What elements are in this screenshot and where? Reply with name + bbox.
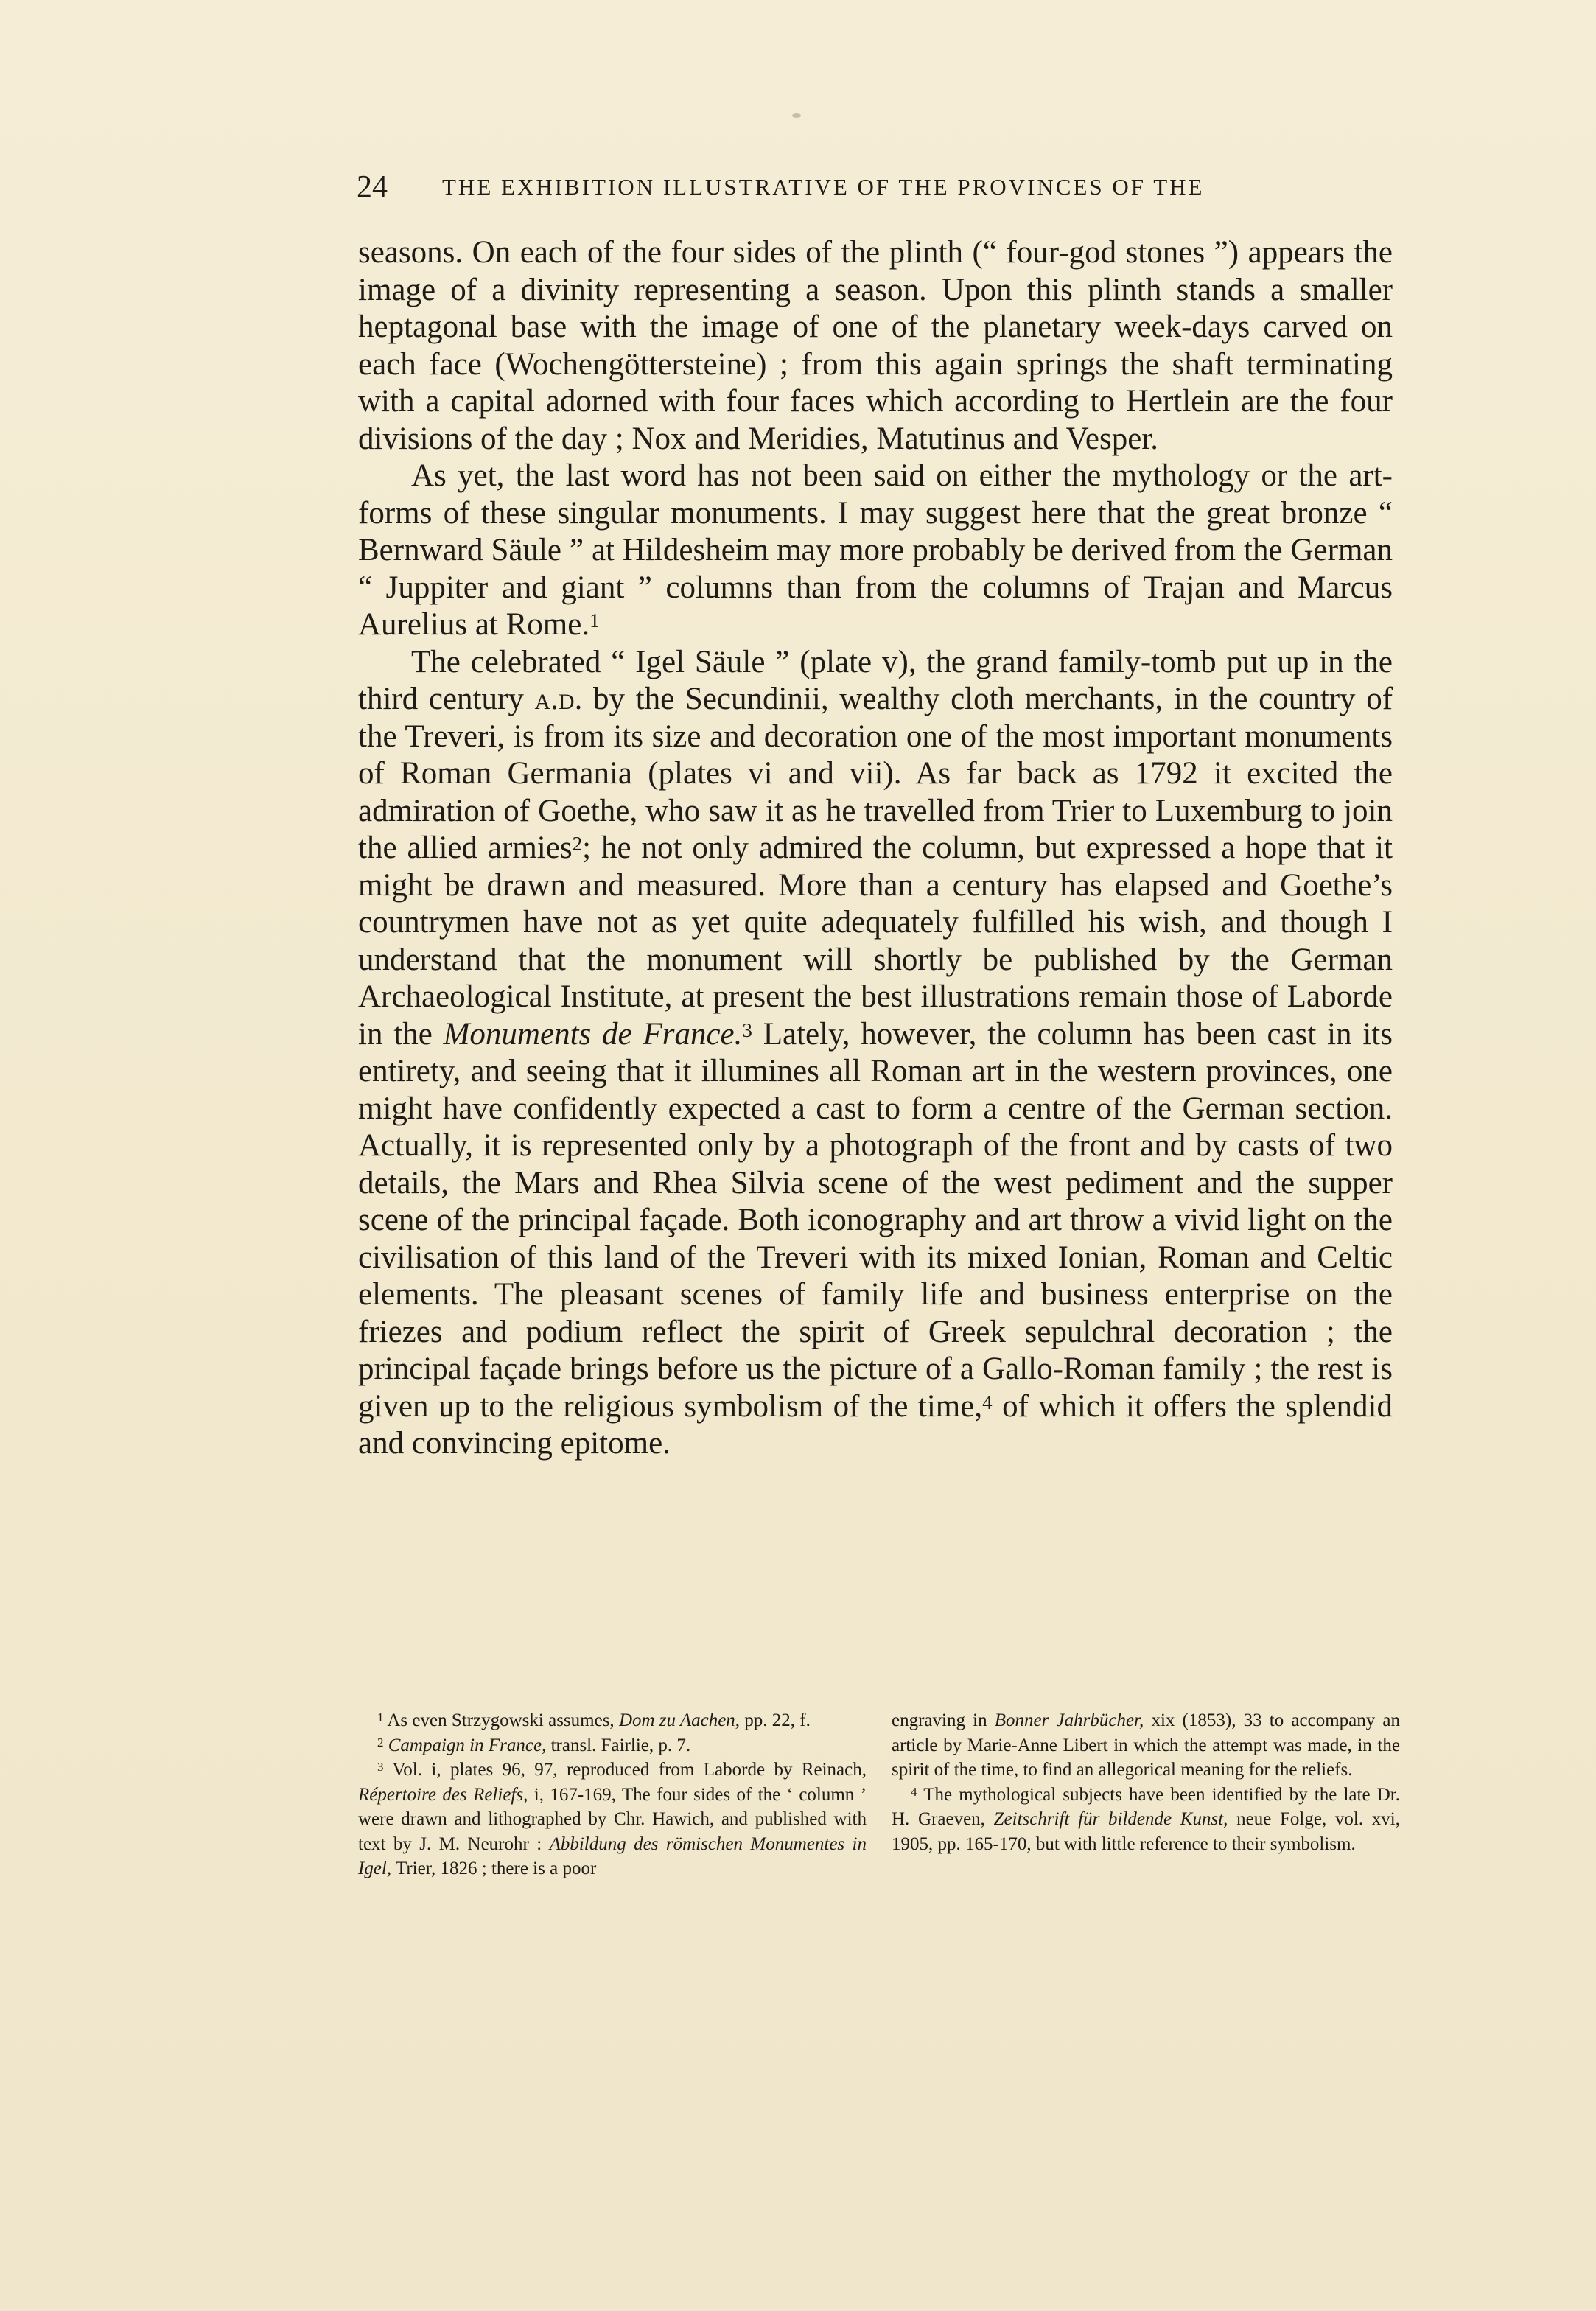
paper-blemish: [792, 113, 801, 118]
footnote-4-title: Zeitschrift für bildende Kunst,: [993, 1809, 1228, 1829]
footnote-4-number: 4: [911, 1784, 917, 1799]
footnote-3-continued: [892, 1708, 1400, 1783]
paragraph-1-text: seasons. On each of the four sides of the plinth (“ four-god stones ”) appears the image of a divinity representing a season. Upon this plinth stands a smaller heptagonal base with the image of one of the planetary week-days carved on each face (Wochengöttersteine) ; from this again springs the shaft terminating with a capital adorned with four faces which according to Hertlein are the four divisions of the day ; Nox and Meridies, Matutinus and Vesper.: [358, 235, 1393, 456]
footnote-4-text-b: neue Folge, vol. xvi, 1905, pp. 165-170, but with little reference to their symbolism.: [892, 1809, 1400, 1854]
work-title-monuments: Monuments de France.: [443, 1016, 743, 1052]
paragraph-3-text-c: ; he not only admired the column, but expressed a hope that it might be drawn and measured. More than a century has elapsed and Goethe’s countrymen have not as yet quite adequately fulfilled his wish, and though I understand that the monument will shortly be published by the German Archaeological Institute, at present the best illustrations remain those of Laborde in the: [358, 831, 1393, 1052]
footnote-1: [358, 1708, 867, 1733]
footnote-2-title: Campaign in France,: [388, 1735, 547, 1755]
footnote-2: [358, 1733, 867, 1758]
footnote-ref-3: 3: [742, 1018, 752, 1041]
footnote-3-title-repertoire: Répertoire des Reliefs,: [358, 1784, 528, 1805]
ad-abbrev: a.d.: [534, 682, 583, 716]
footnote-ref-2: 2: [572, 833, 583, 855]
footnote-ref-1: 1: [589, 609, 600, 632]
paragraph-2: [358, 458, 1393, 644]
footnote-3-title-abbildung: Abbildung des römischen Monumentes in Igel,: [358, 1833, 867, 1878]
footnote-3-text-c: Trier, 1826 ; there is a poor: [395, 1859, 597, 1878]
footnote-3-text-d: engraving in: [892, 1710, 987, 1730]
footnote-2-text: transl. Fairlie, p. 7.: [550, 1735, 691, 1755]
footnotes-left-column: [358, 1708, 867, 1881]
running-header: [357, 167, 1301, 211]
running-title: THE EXHIBITION ILLUSTRATIVE OF THE PROVINCES OF THE: [442, 174, 1205, 200]
page-number: 24: [357, 170, 388, 204]
footnote-1-title: Dom zu Aachen,: [618, 1710, 741, 1730]
body-text: [358, 234, 1393, 1463]
footnote-ref-4: 4: [982, 1391, 993, 1413]
footnote-3-text-a: Vol. i, plates 96, 97, reproduced from Laborde by Reinach,: [392, 1760, 867, 1780]
footnote-2-number: 2: [377, 1735, 384, 1749]
paragraph-3-text-d: Lately, however, the column has been cast in its entirety, and seeing that it illumines all Roman art in the western provinces, one might have confidently expected a cast to form a centre of the German section. Actually, it is represented only by a photograph of the front and by casts of two details, the Mars and Rhea Silvia scene of the west pediment and the supper scene of the principal façade. Both iconography and art throw a vivid light on the civilisation of this land of the Treveri with its mixed Ionian, Roman and Celtic elements. The pleasant scenes of family life and business enterprise on the friezes and podium reflect the spirit of Greek sepulchral decoration ; the principal façade brings before us the picture of a Gallo-Roman family ; the rest is given up to the religious symbolism of the time,: [358, 1016, 1393, 1424]
paragraph-1: [358, 234, 1393, 458]
footnote-1-number: 1: [377, 1710, 384, 1724]
footnote-3-number: 3: [377, 1760, 384, 1774]
paragraph-3: [358, 644, 1393, 1463]
footnote-4-text-a: The mythological subjects have been identified by the late Dr. H. Graeven,: [892, 1784, 1400, 1829]
paragraph-3-text-b: by the Secundinii, wealthy cloth merchants, in the country of the Treveri, is from its size and decoration one of the most important monuments of Roman Germania (plates vi and vii). As far back as 1792 it excited the admiration of Goethe, who saw it as he travelled from Trier to Luxemburg to join the allied armies: [358, 682, 1393, 865]
footnotes-right-column: [892, 1708, 1400, 1856]
footnote-4: [892, 1783, 1400, 1857]
footnote-3-text-e: xix (1853), 33 to accompany an article by Marie-Anne Libert in which the attempt was made, in the spirit of the time, to find an allegorical meaning for the reliefs.: [892, 1710, 1401, 1780]
paragraph-2-text: As yet, the last word has not been said on either the mythology or the art-forms of these singular monuments. I may suggest here that the great bronze “ Bernward Säule ” at Hildesheim may more probably be derived from the German “ Juppiter and giant ” columns than from the columns of Trajan and Marcus Aurelius at Rome.: [358, 458, 1393, 642]
paragraph-3-text-a: The celebrated “ Igel Säule ” (plate v), the grand family-tomb put up in the third century: [358, 644, 1393, 716]
footnote-1-text: As even Strzygowski assumes,: [387, 1710, 615, 1730]
paragraph-3-text-e: of which it offers the splendid and convincing epitome.: [358, 1388, 1393, 1461]
footnote-3-text-b: i, 167-169, The four sides of the ‘ column ’ were drawn and lithographed by Chr. Hawich, and published with text by J. M. Neurohr :: [358, 1784, 867, 1854]
footnote-3: [358, 1758, 867, 1881]
footnote-3-title-bonner: Bonner Jahrbücher,: [994, 1710, 1144, 1730]
footnote-1-pages: pp. 22, f.: [744, 1710, 811, 1730]
